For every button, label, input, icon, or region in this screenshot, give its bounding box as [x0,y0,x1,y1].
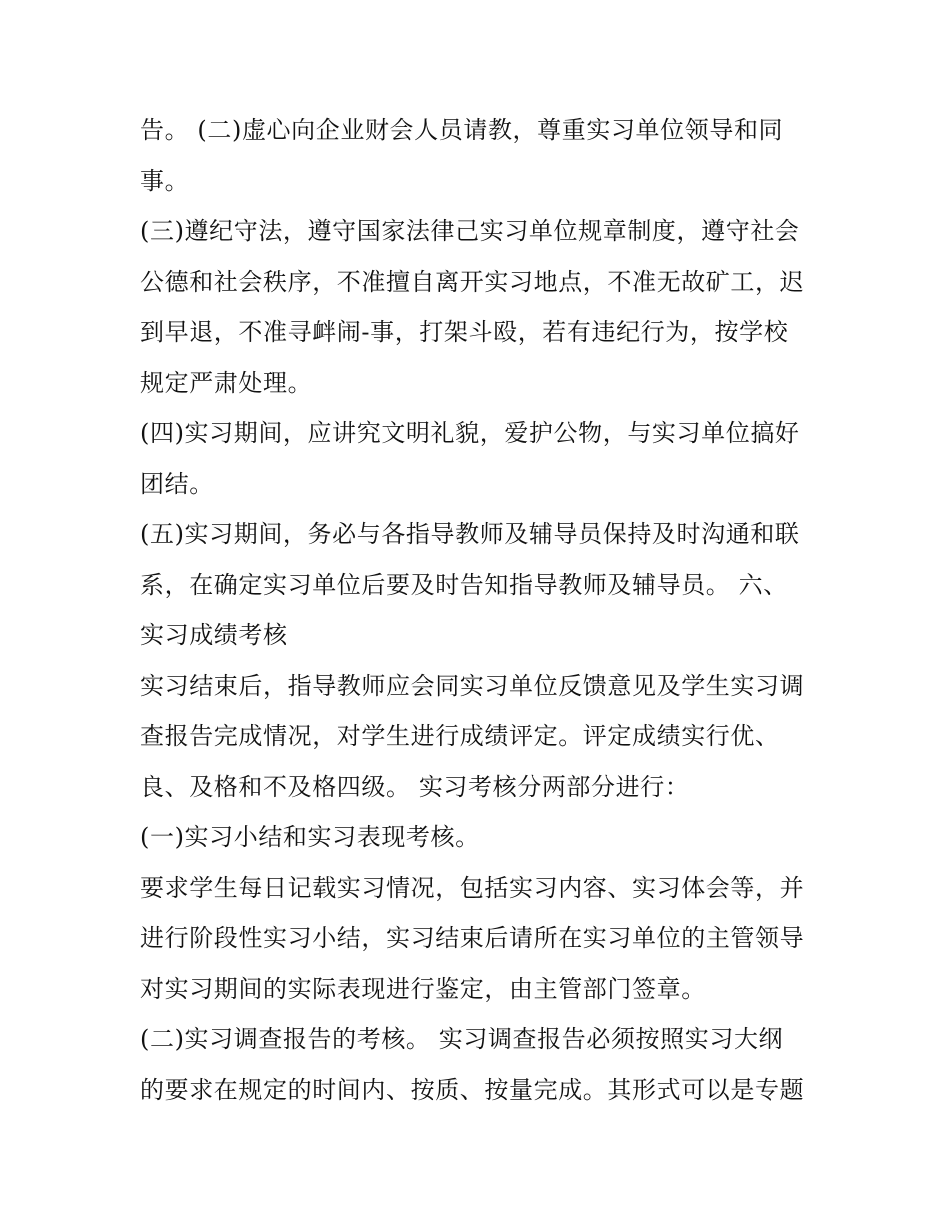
text-line: (三)遵纪守法，遵守国家法律己实习单位规章制度，遵守社会 [140,217,800,245]
text-line: 查报告完成情况，对学生进行成绩评定。评定成绩实行优、 [140,722,780,750]
text-line: 到早退，不准寻衅闹-事，打架斗殴，若有违纪行为，按学校 [140,318,789,346]
text-line: 规定严肃处理。 [140,369,313,397]
text-line: 进行阶段性实习小结，实习结束后请所在实习单位的主管领导 [140,924,805,952]
text-line: 实习成绩考核 [140,621,288,649]
text-line: (二)实习调查报告的考核。 实习调查报告必须按照实习大纲 [140,1025,784,1053]
text-line: 团结。 [140,470,214,498]
text-line: 的要求在规定的时间内、按质、按量完成。其形式可以是专题 [140,1076,805,1104]
text-line: (五)实习期间，务必与各指导教师及辅导员保持及时沟通和联 [140,520,800,548]
text-line: 实习结束后，指导教师应会同实习单位反馈意见及学生实习调 [140,672,805,700]
text-line: 要求学生每日记载实习情况，包括实习内容、实习体会等，并 [140,874,805,902]
text-line: 对实习期间的实际表现进行鉴定，由主管部门签章。 [140,975,706,1003]
text-line: 良、及格和不及格四级。 实习考核分两部分进行： [140,773,690,801]
text-line: (一)实习小结和实习表现考核。 [140,823,480,851]
text-line: (四)实习期间，应讲究文明礼貌，爱护公物，与实习单位搞好 [140,419,800,447]
text-line: 事。 [140,167,190,195]
text-line: 系，在确定实习单位后要及时告知指导教师及辅导员。 六、 [140,571,788,599]
text-line: 公德和社会秩序，不准擅自离开实习地点，不准无故矿工，迟 [140,268,805,296]
text-line: 告。 (二)虚心向企业财会人员请教，尊重实习单位领导和同 [140,116,784,144]
